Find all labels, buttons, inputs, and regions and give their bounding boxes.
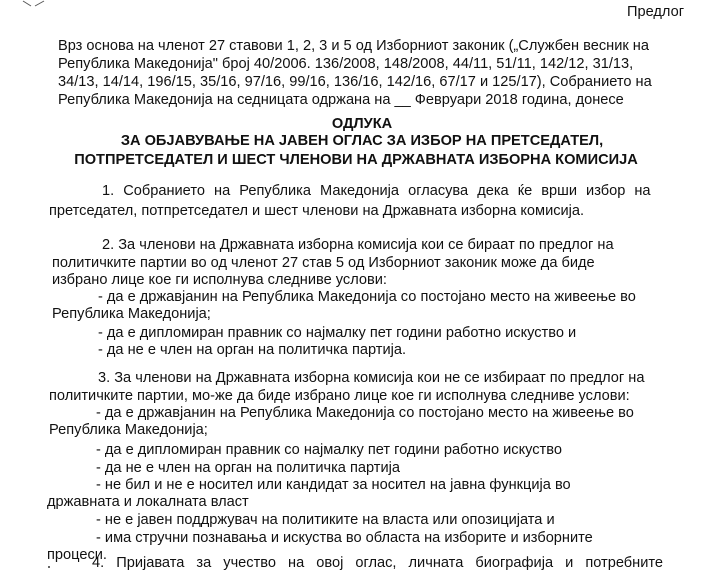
section-3-item: - не е јавен поддржувач на политиките на власта или опозицијата и — [96, 512, 555, 528]
section-3-item: - има стручни познавања и искуства во областа на изборите и изборните — [96, 530, 593, 546]
section-2-item: Република Македонија; — [52, 306, 211, 322]
section-2-item: - да не е член на орган на политичка партија. — [98, 342, 407, 358]
section-2-line: 2. За членови на Државната изборна комисија кои се бираат по предлог на — [102, 237, 614, 253]
section-3-item: Република Македонија; — [49, 422, 208, 438]
section-2-line: политичките партии во од членот 27 став 5 од Изборниот законик може да биде — [52, 255, 595, 271]
preamble-line: Врз основа на членот 27 ставови 1, 2, 3 и 5 од Изборниот законик („Службен весник на — [58, 38, 649, 54]
preamble-line: 34/13, 14/14, 196/15, 35/16, 97/16, 99/16, 136/16, 142/16, 67/17 и 125/17), Собранието на — [58, 74, 652, 90]
section-1-line: претседател, потпретседател и шест членови на Државната изборна комисија. — [49, 203, 585, 219]
document-heading: ОДЛУКА — [331, 116, 393, 132]
section-2-line: избрано лице кое ги исполнува следниве услови: — [52, 272, 387, 288]
section-2-item: - да е државјанин на Република Македонија со постојано место на живеење во — [98, 289, 636, 305]
preamble-line: Република Македонија" број 40/2006. 136/2008, 148/2008, 44/11, 51/11, 142/12, 31/13, — [58, 56, 634, 72]
document-title-line: ЗА ОБЈАВУВАЊЕ НА ЈАВЕН ОГЛАС ЗА ИЗБОР НА ПРЕТСЕДАТЕЛ, — [120, 133, 604, 149]
section-3-item: - да е државјанин на Република Македонија со постојано место на живеење во — [96, 405, 634, 421]
section-3-item: - да е дипломиран правник со најмалку пет години работно искуство — [96, 442, 562, 458]
section-2-item: - да е дипломиран правник со најмалку пет години работно искуство и — [98, 325, 577, 341]
scan-speck — [48, 566, 50, 568]
section-3-item: - да не е член на орган на политичка партија — [96, 460, 400, 476]
scan-mark-icon — [22, 0, 46, 8]
section-4-line: 4. Пријавата за учество на овој оглас, личната биографија и потребните — [92, 555, 663, 571]
document-label: Предлог — [627, 4, 685, 20]
section-3-item: процеси. — [47, 547, 107, 563]
preamble-line: Република Македонија на седницата одржана на __ Февруари 2018 година, донесе — [58, 92, 624, 108]
section-3-item: - не бил и не е носител или кандидат за носител на јавна функција во — [96, 477, 571, 493]
section-3-item: државната и локалната власт — [47, 494, 249, 510]
section-1-line: 1. Собранието на Република Македонија огласува дека ќе врши избор на — [102, 183, 651, 199]
section-3-line: политичките партии, мо-же да биде избрано лице кое ги исполнува следниве услови: — [49, 388, 630, 404]
section-3-line: 3. За членови на Државната изборна комисија кои не се избираат по предлог на — [98, 370, 645, 386]
document-title-line: ПОТПРЕТСЕДАТЕЛ И ШЕСТ ЧЛЕНОВИ НА ДРЖАВНАТА ИЗБОРНА КОМИСИЈА — [74, 152, 638, 168]
